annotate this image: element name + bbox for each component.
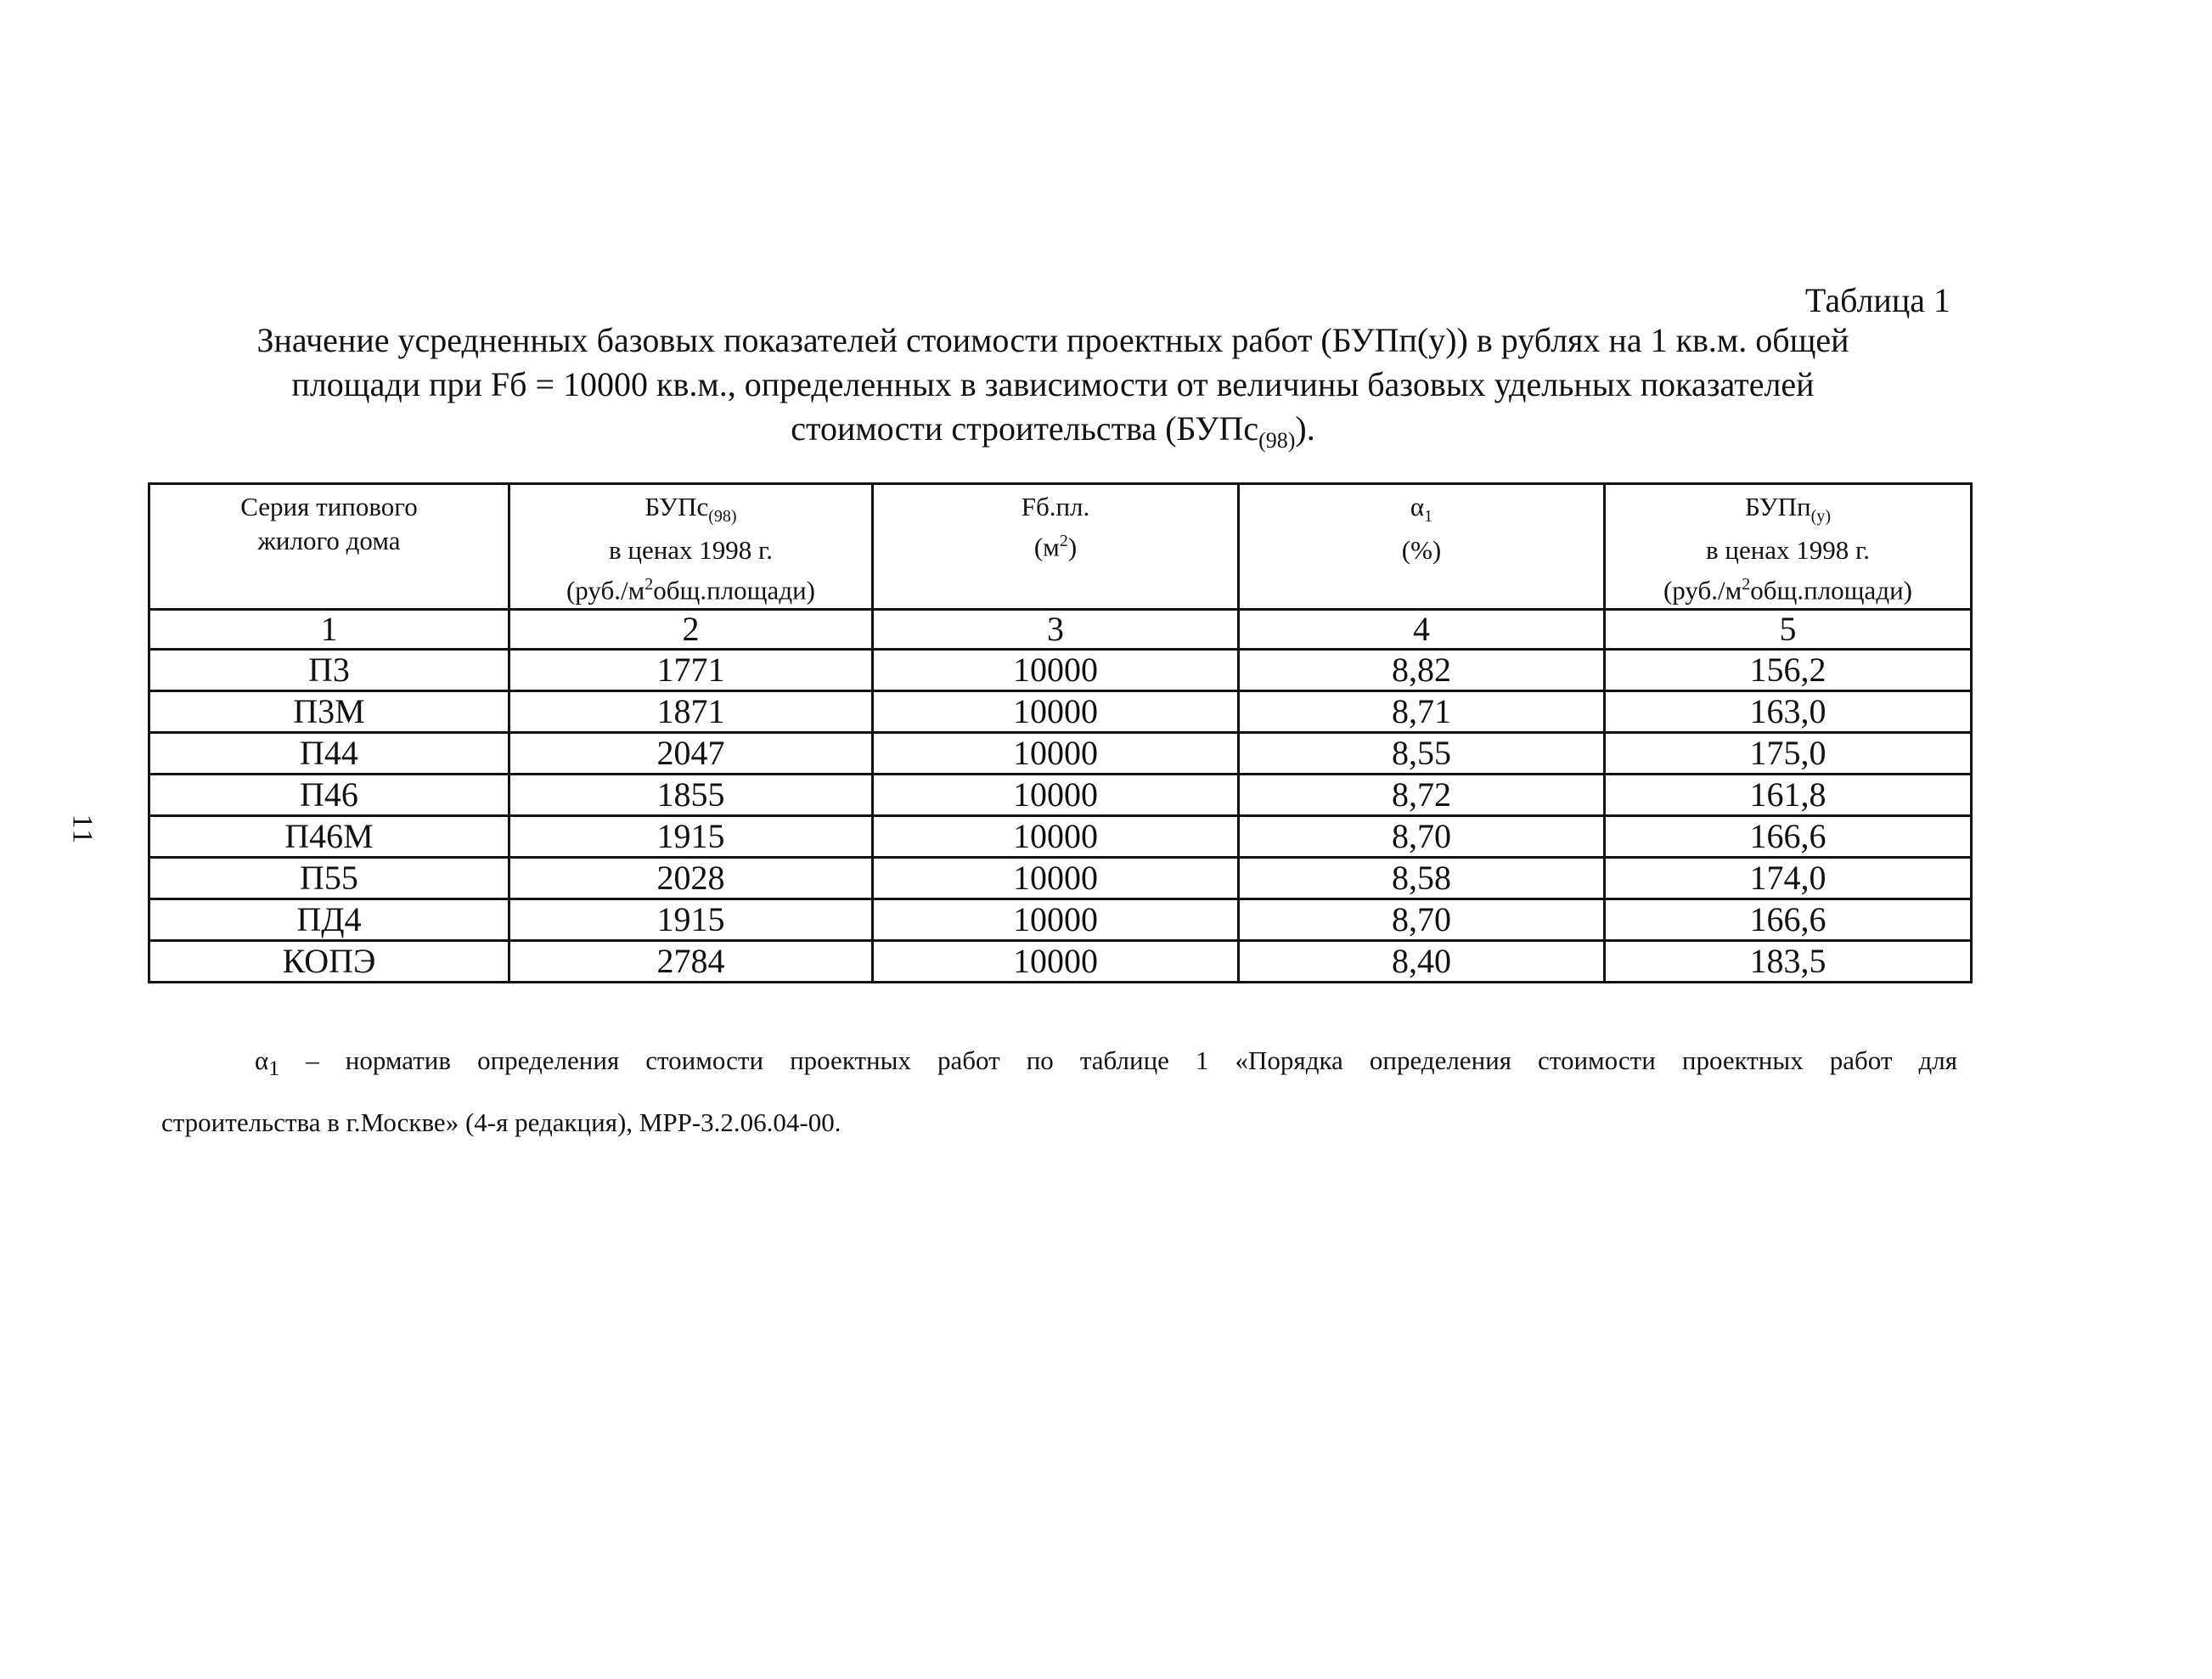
table-row [149,649,1972,690]
column-number: 5 [1605,609,1972,649]
cell-alpha: 8,72 [1239,774,1605,815]
cell-bupc: 2784 [509,940,873,982]
header-bupp-line-1 [1606,490,1970,533]
cell-area: 10000 [873,774,1239,815]
table-row [149,815,1972,857]
header-area-line-2 [874,524,1237,564]
caption-line-3-sub: (98) [1258,428,1296,453]
cell-area: 10000 [873,857,1239,899]
cell-alpha: 8,71 [1239,690,1605,732]
cell-series: П3М [149,690,509,732]
header-bupp-line-2: в ценах 1998 г. [1705,535,1871,566]
header-bupp-sub: (у) [1810,507,1831,527]
cell-series: П3 [149,649,509,690]
header-bupc-unit-post: общ.площади) [653,575,816,606]
footnote-symbol-sub: 1 [268,1056,280,1081]
header-alpha [1239,484,1605,610]
header-bupc-text: БУПс [644,492,709,521]
footnote-symbol: α [255,1045,269,1075]
cell-bupc: 1855 [509,774,873,815]
cell-bupc: 1871 [509,690,873,732]
table-label: Таблица 1 [1804,281,1950,319]
header-bupc-unit-sup: 2 [644,575,654,594]
table-row [149,940,1972,982]
header-area-unit-pre: (м [1033,532,1060,562]
table-header-row [149,484,1972,610]
caption-line-3-end: ). [1295,409,1315,448]
column-number-row [149,609,1972,649]
cell-bupp: 166,6 [1605,899,1972,940]
header-alpha-text: α [1410,492,1425,521]
footnote-line-2: строительства в г.Москве» (4-я редакция), МРР-3.2.06.04-00. [161,1107,841,1138]
cell-series: П55 [149,857,509,899]
header-alpha-sub: 1 [1424,507,1433,527]
header-bupp [1605,484,1972,610]
cell-bupc: 1771 [509,649,873,690]
header-bupp-unit-sup: 2 [1742,575,1751,594]
header-area-line-1: Fб.пл. [1021,492,1090,521]
cell-bupp: 175,0 [1605,732,1972,774]
header-bupc-line-3 [510,567,871,607]
cell-area: 10000 [873,940,1239,982]
header-bupc-line-2: в ценах 1998 г. [608,535,774,566]
page-number: 11 [66,814,98,846]
header-bupc [509,484,873,610]
cell-area: 10000 [873,649,1239,690]
cell-bupp: 156,2 [1605,649,1972,690]
table-row [149,857,1972,899]
header-bupc-line-1 [510,490,871,533]
table-row [149,899,1972,940]
footnote-line-1 [161,1034,1957,1096]
data-table [148,482,1973,983]
table-row [149,690,1972,732]
footnote [161,1034,1957,1150]
header-bupp-unit-pre: (руб./м [1663,575,1742,606]
header-area-unit-post: ) [1067,532,1078,562]
cell-bupp: 174,0 [1605,857,1972,899]
column-number: 2 [509,609,873,649]
cell-series: ПД4 [149,899,509,940]
table-row [149,774,1972,815]
header-area [873,484,1239,610]
cell-series: П46М [149,815,509,857]
header-alpha-line-2: (%) [1401,535,1442,566]
cell-bupc: 1915 [509,899,873,940]
header-area-unit-sup: 2 [1059,532,1068,550]
header-alpha-line-1 [1240,490,1603,533]
cell-bupc: 1915 [509,815,873,857]
cell-bupp: 183,5 [1605,940,1972,982]
footnote-text: – норматив определения стоимости проектных работ по таблице 1 «Порядка определения стоимости проектных работ для [279,1045,1957,1075]
cell-series: П46 [149,774,509,815]
caption-line-1: Значение усредненных базовых показателей стоимости проектных работ (БУПп(у)) в рублях на 1 кв.м. общей [256,321,1849,359]
caption-line-3-text: стоимости строительства (БУПс [791,409,1259,448]
table-caption [204,318,1902,463]
header-bupp-line-3 [1606,567,1970,607]
table-row [149,732,1972,774]
cell-alpha: 8,58 [1239,857,1605,899]
column-number: 4 [1239,609,1605,649]
column-number: 3 [873,609,1239,649]
cell-alpha: 8,82 [1239,649,1605,690]
header-bupc-sub: (98) [708,507,737,527]
cell-bupc: 2047 [509,732,873,774]
column-number: 1 [149,609,509,649]
cell-area: 10000 [873,899,1239,940]
cell-area: 10000 [873,732,1239,774]
cell-area: 10000 [873,690,1239,732]
header-bupp-text: БУПп [1745,492,1811,521]
header-series-line-1: Серия типового [240,492,418,521]
cell-area: 10000 [873,815,1239,857]
cell-alpha: 8,55 [1239,732,1605,774]
cell-bupc: 2028 [509,857,873,899]
cell-bupp: 163,0 [1605,690,1972,732]
cell-bupp: 161,8 [1605,774,1972,815]
header-bupp-unit-post: общ.площади) [1750,575,1913,606]
caption-line-2: площади при Fб = 10000 кв.м., определенных в зависимости от величины базовых удельных показателей [291,365,1815,403]
cell-series: П44 [149,732,509,774]
header-series [149,484,509,610]
cell-bupp: 166,6 [1605,815,1972,857]
header-bupc-unit-pre: (руб./м [566,575,645,606]
cell-alpha: 8,70 [1239,815,1605,857]
cell-alpha: 8,70 [1239,899,1605,940]
cell-alpha: 8,40 [1239,940,1605,982]
cell-series: КОПЭ [149,940,509,982]
caption-line-3 [204,407,1902,463]
header-series-line-2: жилого дома [257,526,401,555]
